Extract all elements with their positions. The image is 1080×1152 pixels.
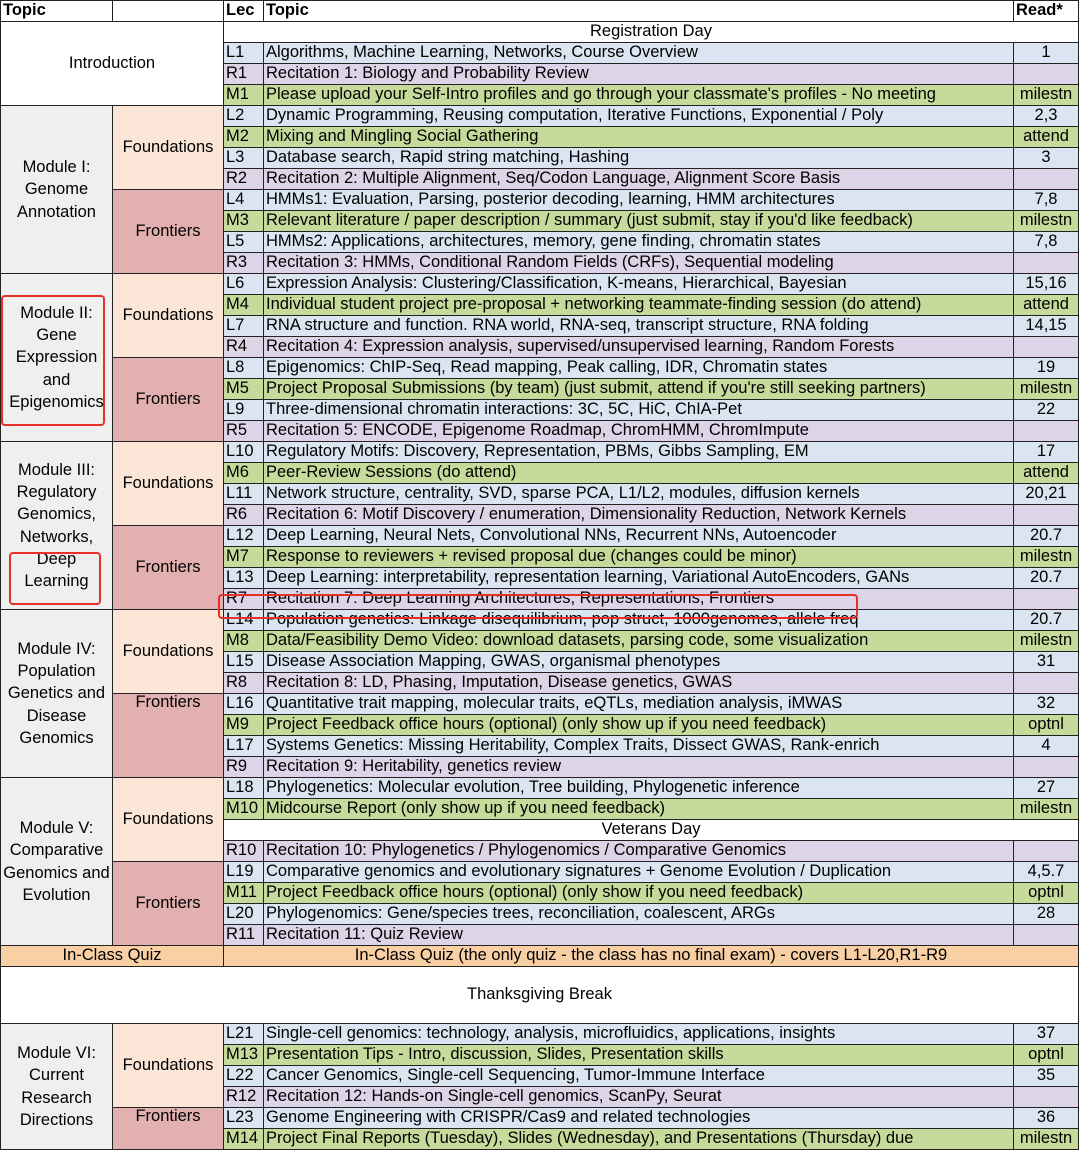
lec-read: milestn <box>1014 1129 1079 1150</box>
lec-read <box>1014 757 1079 778</box>
table-row <box>1 358 1079 379</box>
lec-read: 31 <box>1014 652 1079 673</box>
lec-code: M8 <box>224 631 264 652</box>
table-row <box>1 526 1079 547</box>
lec-code: R2 <box>224 169 264 190</box>
table-row <box>1 610 1079 631</box>
lec-topic: Recitation 10: Phylogenetics / Phylogenomics / Comparative Genomics <box>264 841 1014 862</box>
lec-topic: Please upload your Self-Intro profiles and go through your classmate's profiles - No meeting <box>264 85 1014 106</box>
lec-topic: Three-dimensional chromatin interactions: 3C, 5C, HiC, ChIA-Pet <box>264 400 1014 421</box>
header-read: Read* <box>1014 1 1079 22</box>
lec-topic: Recitation 4: Expression analysis, supervised/unsupervised learning, Random Forests <box>264 337 1014 358</box>
lec-read <box>1014 505 1079 526</box>
lec-topic: RNA structure and function. RNA world, RNA-seq, transcript structure, RNA folding <box>264 316 1014 337</box>
lec-code: M14 <box>224 1129 264 1150</box>
lec-read: optnl <box>1014 883 1079 904</box>
lec-topic: Project Feedback office hours (optional) (only show if you need feedback) <box>264 883 1014 904</box>
lec-topic: Recitation 1: Biology and Probability Review <box>264 64 1014 85</box>
lec-topic: Systems Genetics: Missing Heritability, Complex Traits, Dissect GWAS, Rank-enrich <box>264 736 1014 757</box>
header-row <box>1 1 1079 22</box>
table-row <box>1 694 1079 715</box>
lec-code: L17 <box>224 736 264 757</box>
registration-day: Registration Day <box>224 22 1079 43</box>
lec-read <box>1014 64 1079 85</box>
lec-read <box>1014 589 1079 610</box>
module-2-label: Module II: Gene Expression and Epigenomics <box>1 274 113 442</box>
lec-code: R9 <box>224 757 264 778</box>
lec-read: 36 <box>1014 1108 1079 1129</box>
lec-read <box>1014 169 1079 190</box>
lec-read: 4,5.7 <box>1014 862 1079 883</box>
lec-read <box>1014 841 1079 862</box>
lec-topic: Disease Association Mapping, GWAS, organismal phenotypes <box>264 652 1014 673</box>
lec-topic: Project Proposal Submissions (by team) (just submit, attend if you're still seeking partners) <box>264 379 1014 400</box>
lec-topic: Presentation Tips - Intro, discussion, Slides, Presentation skills <box>264 1045 1014 1066</box>
thanksgiving-break: Thanksgiving Break <box>1 967 1079 1024</box>
lec-code: L9 <box>224 400 264 421</box>
lec-code: L13 <box>224 568 264 589</box>
lec-read <box>1014 673 1079 694</box>
lec-read: 14,15 <box>1014 316 1079 337</box>
lec-topic: Population genetics: Linkage disequilibrium, pop struct, 1000genomes, allele freq <box>264 610 1014 631</box>
lec-code: L6 <box>224 274 264 295</box>
lec-read: milestn <box>1014 799 1079 820</box>
lec-code: L5 <box>224 232 264 253</box>
lec-topic: Recitation 9: Heritability, genetics review <box>264 757 1014 778</box>
lec-read: 4 <box>1014 736 1079 757</box>
table-row <box>1 106 1079 127</box>
foundations-label: Foundations <box>113 442 224 526</box>
header-blank <box>113 1 224 22</box>
lec-topic: Recitation 11: Quiz Review <box>264 925 1014 946</box>
foundations-label: Foundations <box>113 610 224 694</box>
veterans-day: Veterans Day <box>224 820 1079 841</box>
lec-code: L16 <box>224 694 264 715</box>
lec-read <box>1014 1087 1079 1108</box>
lec-topic: Recitation 7: Deep Learning Architectures, Representations, Frontiers <box>264 589 1014 610</box>
lec-read: attend <box>1014 127 1079 148</box>
table-row <box>1 1108 1079 1129</box>
lec-read: 2,3 <box>1014 106 1079 127</box>
lec-topic: Data/Feasibility Demo Video: download datasets, parsing code, some visualization <box>264 631 1014 652</box>
table-row <box>1 190 1079 211</box>
lec-code: R12 <box>224 1087 264 1108</box>
lec-topic: Recitation 5: ENCODE, Epigenome Roadmap, ChromHMM, ChromImpute <box>264 421 1014 442</box>
lec-topic: Epigenomics: ChIP-Seq, Read mapping, Peak calling, IDR, Chromatin states <box>264 358 1014 379</box>
lec-read <box>1014 925 1079 946</box>
lec-code: L3 <box>224 148 264 169</box>
lec-read: 22 <box>1014 400 1079 421</box>
lec-code: L19 <box>224 862 264 883</box>
lec-topic: Phylogenetics: Molecular evolution, Tree building, Phylogenetic inference <box>264 778 1014 799</box>
quiz-label: In-Class Quiz <box>1 946 224 967</box>
lec-topic: HMMs1: Evaluation, Parsing, posterior decoding, learning, HMM architectures <box>264 190 1014 211</box>
table-row <box>1 1024 1079 1045</box>
lec-code: M10 <box>224 799 264 820</box>
header-topic: Topic <box>1 1 113 22</box>
lec-read: 7,8 <box>1014 232 1079 253</box>
lec-code: L4 <box>224 190 264 211</box>
lec-code: R1 <box>224 64 264 85</box>
lec-topic: HMMs2: Applications, architectures, memory, gene finding, chromatin states <box>264 232 1014 253</box>
lec-read: 37 <box>1014 1024 1079 1045</box>
lec-code: L10 <box>224 442 264 463</box>
lec-read: 32 <box>1014 694 1079 715</box>
quiz-text: In-Class Quiz (the only quiz - the class has no final exam) - covers L1-L20,R1-R9 <box>224 946 1079 967</box>
lec-code: L8 <box>224 358 264 379</box>
lec-topic: Comparative genomics and evolutionary signatures + Genome Evolution / Duplication <box>264 862 1014 883</box>
lec-read: 28 <box>1014 904 1079 925</box>
lec-code: R3 <box>224 253 264 274</box>
lec-topic: Recitation 8: LD, Phasing, Imputation, Disease genetics, GWAS <box>264 673 1014 694</box>
lec-code: L20 <box>224 904 264 925</box>
lec-topic: Project Final Reports (Tuesday), Slides (Wednesday), and Presentations (Thursday) due <box>264 1129 1014 1150</box>
lec-read: 19 <box>1014 358 1079 379</box>
registration-row <box>1 22 1079 43</box>
foundations-label: Foundations <box>113 778 224 862</box>
lec-code: R4 <box>224 337 264 358</box>
lec-read: 3 <box>1014 148 1079 169</box>
lec-topic: Database search, Rapid string matching, Hashing <box>264 148 1014 169</box>
lec-read: attend <box>1014 463 1079 484</box>
foundations-label: Foundations <box>113 1024 224 1108</box>
lec-read: milestn <box>1014 211 1079 232</box>
table-row <box>1 862 1079 883</box>
lec-code: L12 <box>224 526 264 547</box>
lec-code: L14 <box>224 610 264 631</box>
module-5-label: Module V: Comparative Genomics and Evolution <box>1 778 113 946</box>
lec-topic: Dynamic Programming, Reusing computation, Iterative Functions, Exponential / Poly <box>264 106 1014 127</box>
lec-topic: Recitation 12: Hands-on Single-cell genomics, ScanPy, Seurat <box>264 1087 1014 1108</box>
lec-code: L23 <box>224 1108 264 1129</box>
module-1-label: Module I: Genome Annotation <box>1 106 113 274</box>
lec-topic: Mixing and Mingling Social Gathering <box>264 127 1014 148</box>
lec-topic: Phylogenomics: Gene/species trees, reconciliation, coalescent, ARGs <box>264 904 1014 925</box>
lec-read: 20.7 <box>1014 610 1079 631</box>
lec-topic: Regulatory Motifs: Discovery, Representation, PBMs, Gibbs Sampling, EM <box>264 442 1014 463</box>
thanksgiving-row <box>1 967 1079 1024</box>
header-lec: Lec <box>224 1 264 22</box>
lec-read: milestn <box>1014 631 1079 652</box>
lec-read: 7,8 <box>1014 190 1079 211</box>
frontiers-label: Frontiers <box>113 526 224 610</box>
lec-code: M13 <box>224 1045 264 1066</box>
lec-read: attend <box>1014 295 1079 316</box>
lec-read: milestn <box>1014 379 1079 400</box>
lec-read: 20,21 <box>1014 484 1079 505</box>
quiz-row <box>1 946 1079 967</box>
lec-code: M4 <box>224 295 264 316</box>
lec-code: M5 <box>224 379 264 400</box>
lec-code: L22 <box>224 1066 264 1087</box>
lec-code: M1 <box>224 85 264 106</box>
lec-code: R7 <box>224 589 264 610</box>
lec-code: M3 <box>224 211 264 232</box>
frontiers-label: Frontiers <box>113 190 224 274</box>
lec-code: R10 <box>224 841 264 862</box>
lec-code: L1 <box>224 43 264 64</box>
lec-topic: Algorithms, Machine Learning, Networks, Course Overview <box>264 43 1014 64</box>
lec-code: L2 <box>224 106 264 127</box>
lec-topic: Expression Analysis: Clustering/Classification, K-means, Hierarchical, Bayesian <box>264 274 1014 295</box>
lec-code: L7 <box>224 316 264 337</box>
lec-topic: Response to reviewers + revised proposal due (changes could be minor) <box>264 547 1014 568</box>
lec-topic: Individual student project pre-proposal + networking teammate-finding session (do attend) <box>264 295 1014 316</box>
lec-code: M11 <box>224 883 264 904</box>
lec-topic: Quantitative trait mapping, molecular traits, eQTLs, mediation analysis, iMWAS <box>264 694 1014 715</box>
table-row <box>1 778 1079 799</box>
frontiers-label: Frontiers <box>113 1108 224 1150</box>
lec-read: 20.7 <box>1014 568 1079 589</box>
lec-topic: Recitation 6: Motif Discovery / enumeration, Dimensionality Reduction, Network Kernels <box>264 505 1014 526</box>
frontiers-label: Frontiers <box>113 358 224 442</box>
lec-code: R5 <box>224 421 264 442</box>
frontiers-label: Frontiers <box>113 694 224 778</box>
lec-code: M2 <box>224 127 264 148</box>
lec-code: L18 <box>224 778 264 799</box>
lec-topic: Project Feedback office hours (optional) (only show up if you need feedback) <box>264 715 1014 736</box>
lec-topic: Recitation 2: Multiple Alignment, Seq/Codon Language, Alignment Score Basis <box>264 169 1014 190</box>
foundations-label: Foundations <box>113 274 224 358</box>
lec-code: R11 <box>224 925 264 946</box>
lec-code: L15 <box>224 652 264 673</box>
introduction-label: Introduction <box>1 22 224 106</box>
lec-code: R8 <box>224 673 264 694</box>
frontiers-label: Frontiers <box>113 862 224 946</box>
lec-read: milestn <box>1014 85 1079 106</box>
lec-code: M6 <box>224 463 264 484</box>
lec-topic: Network structure, centrality, SVD, sparse PCA, L1/L2, modules, diffusion kernels <box>264 484 1014 505</box>
module-3-label: Module III: Regulatory Genomics, Networks, Deep Learning <box>1 442 113 610</box>
lec-topic: Genome Engineering with CRISPR/Cas9 and related technologies <box>264 1108 1014 1129</box>
lec-topic: Cancer Genomics, Single-cell Sequencing, Tumor-Immune Interface <box>264 1066 1014 1087</box>
lec-code: L11 <box>224 484 264 505</box>
lec-topic: Deep Learning: interpretability, representation learning, Variational AutoEncoders, GANs <box>264 568 1014 589</box>
lec-topic: Relevant literature / paper description / summary (just submit, stay if you'd like feedback) <box>264 211 1014 232</box>
lec-read: milestn <box>1014 547 1079 568</box>
lec-read: optnl <box>1014 1045 1079 1066</box>
header-topic-detail: Topic <box>264 1 1014 22</box>
lec-read: 27 <box>1014 778 1079 799</box>
lec-read: 20.7 <box>1014 526 1079 547</box>
module-6-label: Module VI: Current Research Directions <box>1 1024 113 1150</box>
lec-read <box>1014 337 1079 358</box>
lec-read: 15,16 <box>1014 274 1079 295</box>
lec-code: M9 <box>224 715 264 736</box>
lec-read: optnl <box>1014 715 1079 736</box>
lec-topic: Deep Learning, Neural Nets, Convolutional NNs, Recurrent NNs, Autoencoder <box>264 526 1014 547</box>
lec-read: 17 <box>1014 442 1079 463</box>
lec-read <box>1014 253 1079 274</box>
lec-code: R6 <box>224 505 264 526</box>
lec-topic: Peer-Review Sessions (do attend) <box>264 463 1014 484</box>
lec-code: L21 <box>224 1024 264 1045</box>
lec-read: 35 <box>1014 1066 1079 1087</box>
lec-read: 1 <box>1014 43 1079 64</box>
lec-topic: Midcourse Report (only show up if you need feedback) <box>264 799 1014 820</box>
lec-read <box>1014 421 1079 442</box>
table-row <box>1 442 1079 463</box>
lec-topic: Recitation 3: HMMs, Conditional Random Fields (CRFs), Sequential modeling <box>264 253 1014 274</box>
lec-code: M7 <box>224 547 264 568</box>
module-4-label: Module IV: Population Genetics and Disease Genomics <box>1 610 113 778</box>
lec-topic: Single-cell genomics: technology, analysis, microfluidics, applications, insights <box>264 1024 1014 1045</box>
foundations-label: Foundations <box>113 106 224 190</box>
table-row <box>1 274 1079 295</box>
